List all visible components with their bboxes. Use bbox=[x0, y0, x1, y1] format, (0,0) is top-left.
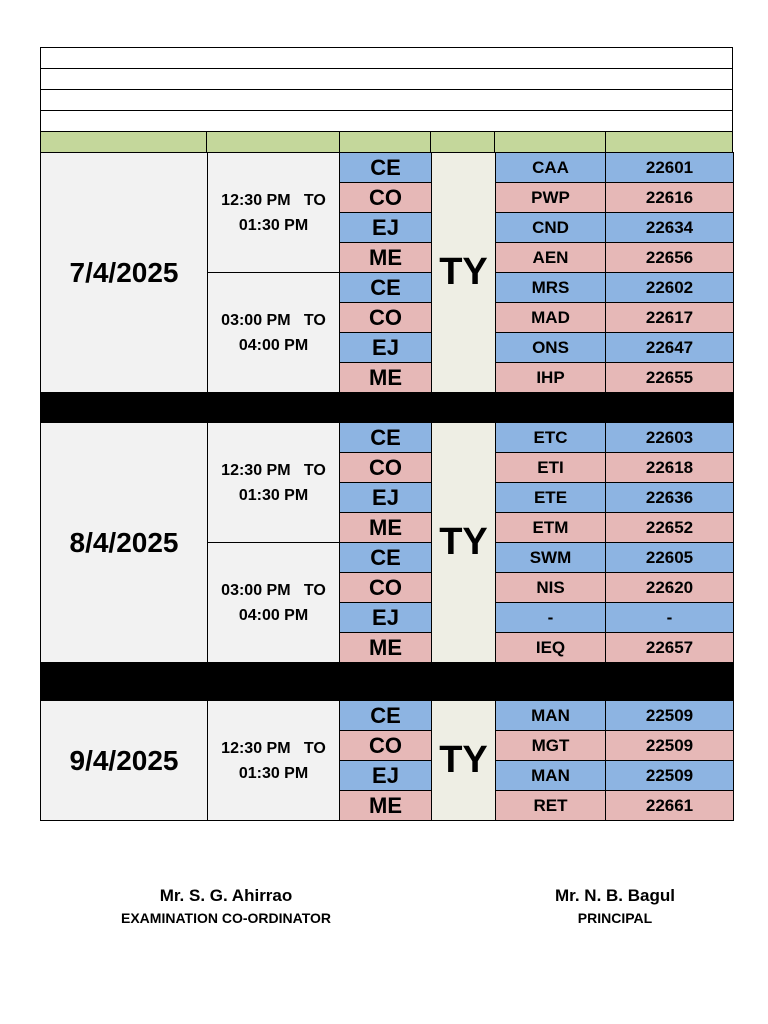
time-start: 12:30 PM TO bbox=[221, 191, 326, 209]
time-end: 01:30 PM bbox=[238, 764, 309, 782]
exam-date: 8/4/2025 bbox=[41, 423, 208, 663]
subject-cell: NIS bbox=[496, 573, 606, 603]
subject-code-cell: 22509 bbox=[606, 701, 734, 731]
separator-row bbox=[41, 663, 734, 701]
subject-cell: ETE bbox=[496, 483, 606, 513]
subject-cell: ETM bbox=[496, 513, 606, 543]
schedule-table bbox=[40, 152, 734, 821]
time-end: 01:30 PM bbox=[238, 486, 309, 504]
subject-cell: MAN bbox=[496, 761, 606, 791]
coordinator-signature bbox=[100, 886, 352, 926]
branch-cell: CO bbox=[340, 303, 432, 333]
time-end: 04:00 PM bbox=[238, 336, 309, 354]
subject-cell: MAD bbox=[496, 303, 606, 333]
header-subject bbox=[494, 132, 605, 152]
subject-cell: ETC bbox=[496, 423, 606, 453]
branch-cell: EJ bbox=[340, 761, 432, 791]
subject-cell: MGT bbox=[496, 731, 606, 761]
subject-cell: CND bbox=[496, 213, 606, 243]
exam-date: 7/4/2025 bbox=[41, 153, 208, 393]
year-cell: TY bbox=[432, 701, 496, 821]
subject-code-cell: 22620 bbox=[606, 573, 734, 603]
subject-cell: IEQ bbox=[496, 633, 606, 663]
year-cell: TY bbox=[432, 423, 496, 663]
subject-code-cell: 22602 bbox=[606, 273, 734, 303]
title-row-1 bbox=[40, 47, 733, 68]
subject-cell: - bbox=[496, 603, 606, 633]
exam-date: 9/4/2025 bbox=[41, 701, 208, 821]
separator-bar bbox=[41, 663, 734, 701]
year-cell: TY bbox=[432, 153, 496, 393]
principal-title: PRINCIPAL bbox=[577, 910, 653, 926]
column-header-row bbox=[40, 131, 733, 152]
branch-cell: EJ bbox=[340, 603, 432, 633]
subject-code-cell: 22509 bbox=[606, 731, 734, 761]
subject-cell: SWM bbox=[496, 543, 606, 573]
subject-cell: AEN bbox=[496, 243, 606, 273]
time-start: 03:00 PM TO bbox=[221, 311, 326, 329]
subject-code-cell: 22617 bbox=[606, 303, 734, 333]
time-end: 01:30 PM bbox=[238, 216, 309, 234]
coordinator-title: EXAMINATION CO-ORDINATOR bbox=[121, 910, 331, 926]
time-start: 12:30 PM TO bbox=[221, 461, 326, 479]
table-row bbox=[41, 423, 734, 453]
branch-cell: ME bbox=[340, 363, 432, 393]
subject-code-cell: 22603 bbox=[606, 423, 734, 453]
table-row bbox=[41, 153, 734, 183]
header-branch bbox=[339, 132, 431, 152]
title-row-2 bbox=[40, 68, 733, 89]
subject-cell: ETI bbox=[496, 453, 606, 483]
branch-cell: EJ bbox=[340, 213, 432, 243]
branch-cell: ME bbox=[340, 243, 432, 273]
exam-time-slot bbox=[208, 543, 340, 663]
branch-cell: CO bbox=[340, 573, 432, 603]
subject-code-cell: 22655 bbox=[606, 363, 734, 393]
subject-code-cell: 22661 bbox=[606, 791, 734, 821]
branch-cell: ME bbox=[340, 791, 432, 821]
exam-time-slot bbox=[208, 273, 340, 393]
subject-cell: MRS bbox=[496, 273, 606, 303]
subject-code-cell: 22656 bbox=[606, 243, 734, 273]
time-start: 03:00 PM TO bbox=[221, 581, 326, 599]
exam-time-slot bbox=[208, 701, 340, 821]
subject-code-cell: 22647 bbox=[606, 333, 734, 363]
branch-cell: EJ bbox=[340, 333, 432, 363]
exam-time-slot bbox=[208, 423, 340, 543]
subject-code-cell: - bbox=[606, 603, 734, 633]
subject-cell: CAA bbox=[496, 153, 606, 183]
branch-cell: CE bbox=[340, 423, 432, 453]
timetable-sheet bbox=[40, 47, 733, 821]
header-time bbox=[206, 132, 338, 152]
exam-time-slot bbox=[208, 153, 340, 273]
principal-signature bbox=[500, 886, 730, 926]
subject-code-cell: 22616 bbox=[606, 183, 734, 213]
branch-cell: CO bbox=[340, 183, 432, 213]
branch-cell: CE bbox=[340, 543, 432, 573]
subject-code-cell: 22634 bbox=[606, 213, 734, 243]
principal-name: Mr. N. B. Bagul bbox=[555, 886, 675, 905]
table-row bbox=[41, 701, 734, 731]
subject-code-cell: 22657 bbox=[606, 633, 734, 663]
branch-cell: CE bbox=[340, 153, 432, 183]
coordinator-name: Mr. S. G. Ahirrao bbox=[159, 886, 293, 905]
branch-cell: ME bbox=[340, 513, 432, 543]
subject-cell: ONS bbox=[496, 333, 606, 363]
subject-cell: MAN bbox=[496, 701, 606, 731]
subject-cell: RET bbox=[496, 791, 606, 821]
subject-code-cell: 22636 bbox=[606, 483, 734, 513]
subject-code-cell: 22605 bbox=[606, 543, 734, 573]
branch-cell: EJ bbox=[340, 483, 432, 513]
title-row-4 bbox=[40, 110, 733, 131]
branch-cell: CO bbox=[340, 731, 432, 761]
separator-bar bbox=[41, 393, 734, 423]
time-end: 04:00 PM bbox=[238, 606, 309, 624]
subject-cell: IHP bbox=[496, 363, 606, 393]
branch-cell: ME bbox=[340, 633, 432, 663]
subject-code-cell: 22652 bbox=[606, 513, 734, 543]
header-date bbox=[41, 132, 206, 152]
branch-cell: CE bbox=[340, 273, 432, 303]
branch-cell: CE bbox=[340, 701, 432, 731]
subject-code-cell: 22509 bbox=[606, 761, 734, 791]
subject-code-cell: 22601 bbox=[606, 153, 734, 183]
subject-cell: PWP bbox=[496, 183, 606, 213]
title-row-3 bbox=[40, 89, 733, 110]
branch-cell: CO bbox=[340, 453, 432, 483]
header-code bbox=[605, 132, 732, 152]
separator-row bbox=[41, 393, 734, 423]
time-start: 12:30 PM TO bbox=[221, 739, 326, 757]
subject-code-cell: 22618 bbox=[606, 453, 734, 483]
header-year bbox=[430, 132, 494, 152]
